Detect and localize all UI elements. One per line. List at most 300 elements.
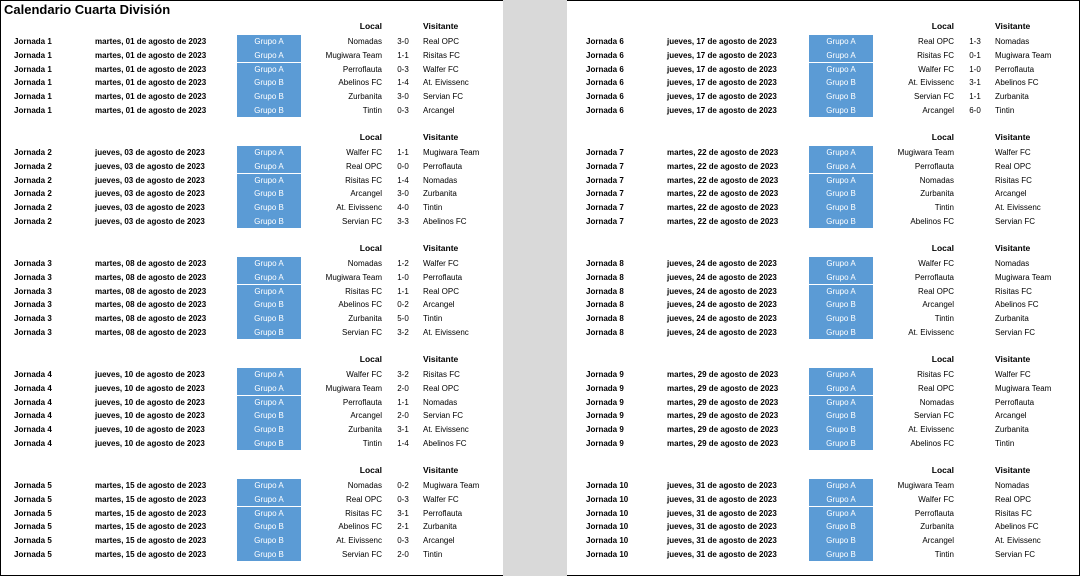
away-team: At. Eivissenc — [995, 203, 1041, 212]
jornada-label: Jornada 1 — [14, 50, 52, 60]
match-score: 3-3 — [397, 216, 409, 226]
home-team: Arcangel — [350, 189, 382, 199]
match-score: 1-1 — [397, 286, 409, 296]
jornada-label: Jornada 7 — [586, 203, 624, 212]
away-team: Abelinos FC — [995, 78, 1039, 88]
header-local: Local — [359, 354, 382, 364]
home-team: Tintin — [934, 549, 954, 559]
home-team: Perroflauta — [914, 508, 954, 518]
away-team: Perroflauta — [995, 64, 1035, 74]
group-badge: Grupo B — [237, 534, 301, 548]
match-row — [0, 298, 500, 312]
group-badge: Grupo B — [809, 298, 873, 312]
match-row — [572, 201, 1072, 215]
header-visitante: Visitante — [423, 132, 459, 142]
group-badge: Grupo B — [237, 298, 301, 312]
jornada-label: Jornada 8 — [586, 272, 624, 282]
home-team: At. Eivissenc — [908, 327, 954, 337]
match-score: 1-1 — [969, 92, 981, 101]
header-visitante: Visitante — [995, 243, 1031, 253]
match-score — [964, 298, 986, 312]
away-team: Risitas FC — [995, 286, 1032, 296]
group-badge: Grupo B — [809, 215, 873, 229]
away-team: Mugiwara Team — [995, 50, 1052, 60]
jornada-label: Jornada 7 — [586, 161, 624, 171]
home-team: Tintin — [934, 203, 954, 212]
match-score — [964, 312, 986, 326]
header-local: Local — [931, 132, 954, 142]
match-score — [964, 437, 986, 451]
match-date: jueves, 17 de agosto de 2023 — [667, 105, 777, 115]
away-team: Risitas FC — [995, 508, 1032, 518]
match-row — [0, 520, 500, 534]
jornada-label: Jornada 9 — [586, 411, 624, 421]
home-team: Walfer FC — [918, 64, 954, 74]
header-local: Local — [359, 132, 382, 142]
match-score: 3-0 — [397, 189, 409, 199]
away-team: Walfer FC — [423, 64, 459, 74]
match-date: jueves, 03 de agosto de 2023 — [95, 189, 205, 199]
jornada-label: Jornada 9 — [586, 438, 624, 448]
away-team: Mugiwara Team — [423, 481, 480, 490]
match-row — [572, 382, 1072, 396]
match-date: martes, 01 de agosto de 2023 — [95, 92, 207, 101]
away-team: Servian FC — [995, 216, 1036, 226]
match-score: 0-3 — [397, 494, 409, 504]
jornada-label: Jornada 6 — [586, 37, 624, 46]
match-score: 5-0 — [397, 314, 409, 323]
match-date: martes, 01 de agosto de 2023 — [95, 105, 207, 115]
match-row — [572, 63, 1072, 77]
jornada-label: Jornada 8 — [586, 259, 624, 268]
match-row — [0, 548, 500, 562]
group-badge: Grupo B — [237, 104, 301, 118]
match-date: martes, 08 de agosto de 2023 — [95, 314, 207, 323]
group-badge: Grupo B — [809, 201, 873, 215]
match-score — [964, 423, 986, 437]
away-team: Perroflauta — [423, 161, 463, 171]
away-team: Abelinos FC — [423, 438, 467, 448]
jornada-label: Jornada 4 — [14, 411, 52, 421]
match-date: jueves, 31 de agosto de 2023 — [667, 549, 777, 559]
match-score — [964, 520, 986, 534]
home-team: Servian FC — [913, 411, 954, 421]
match-row — [572, 507, 1072, 521]
header-local: Local — [931, 243, 954, 253]
group-badge: Grupo A — [809, 271, 873, 285]
away-team: Arcangel — [995, 411, 1027, 421]
group-badge: Grupo B — [809, 312, 873, 326]
match-row — [572, 437, 1072, 451]
match-date: martes, 15 de agosto de 2023 — [95, 494, 207, 504]
match-score — [964, 146, 986, 160]
match-row — [0, 63, 500, 77]
home-team: Perroflauta — [342, 397, 382, 407]
group-badge: Grupo A — [237, 63, 301, 77]
match-row — [572, 257, 1072, 271]
match-date: martes, 15 de agosto de 2023 — [95, 508, 207, 518]
match-score — [964, 368, 986, 382]
match-date: martes, 01 de agosto de 2023 — [95, 64, 207, 74]
header-visitante: Visitante — [423, 243, 459, 253]
away-team: Real OPC — [423, 383, 460, 393]
match-date: jueves, 10 de agosto de 2023 — [95, 411, 205, 421]
match-score: 1-0 — [969, 64, 981, 74]
jornada-block — [0, 353, 500, 453]
group-badge: Grupo A — [237, 382, 301, 396]
group-badge: Grupo B — [809, 187, 873, 201]
match-score — [964, 396, 986, 410]
match-row — [0, 104, 500, 118]
match-score — [964, 382, 986, 396]
home-team: Zurbanita — [920, 522, 954, 532]
header-local: Local — [931, 21, 954, 31]
match-date: martes, 08 de agosto de 2023 — [95, 259, 207, 268]
group-badge: Grupo B — [809, 90, 873, 104]
away-team: Mugiwara Team — [995, 272, 1052, 282]
match-score: 3-0 — [397, 92, 409, 101]
match-row — [0, 368, 500, 382]
group-badge: Grupo A — [809, 49, 873, 63]
home-team: Abelinos FC — [338, 522, 382, 532]
jornada-label: Jornada 4 — [14, 425, 52, 434]
match-date: jueves, 03 de agosto de 2023 — [95, 148, 205, 157]
match-score: 3-1 — [397, 425, 409, 434]
jornada-label: Jornada 1 — [14, 37, 52, 46]
match-date: martes, 22 de agosto de 2023 — [667, 148, 779, 157]
group-badge: Grupo A — [809, 257, 873, 271]
match-row — [0, 90, 500, 104]
match-date: jueves, 03 de agosto de 2023 — [95, 161, 205, 171]
match-score — [964, 285, 986, 299]
away-team: Abelinos FC — [995, 300, 1039, 310]
match-date: martes, 29 de agosto de 2023 — [667, 397, 779, 407]
home-team: Perroflauta — [342, 64, 382, 74]
home-team: Zurbanita — [348, 314, 382, 323]
match-date: jueves, 24 de agosto de 2023 — [667, 300, 777, 310]
away-team: Servian FC — [995, 549, 1036, 559]
match-row — [0, 146, 500, 160]
group-badge: Grupo B — [809, 437, 873, 451]
away-team: Walfer FC — [423, 494, 459, 504]
home-team: Mugiwara Team — [897, 148, 954, 157]
match-date: martes, 22 de agosto de 2023 — [667, 203, 779, 212]
match-date: jueves, 17 de agosto de 2023 — [667, 92, 777, 101]
match-row — [572, 35, 1072, 49]
match-date: jueves, 17 de agosto de 2023 — [667, 50, 777, 60]
match-date: martes, 22 de agosto de 2023 — [667, 175, 779, 185]
match-score: 0-3 — [397, 105, 409, 115]
jornada-label: Jornada 10 — [586, 494, 629, 504]
home-team: Real OPC — [345, 494, 382, 504]
jornada-label: Jornada 8 — [586, 300, 624, 310]
group-badge: Grupo B — [809, 534, 873, 548]
home-team: Nomadas — [347, 259, 382, 268]
group-badge: Grupo B — [237, 423, 301, 437]
match-date: jueves, 03 de agosto de 2023 — [95, 175, 205, 185]
match-row — [572, 49, 1072, 63]
match-date: jueves, 24 de agosto de 2023 — [667, 286, 777, 296]
match-row — [0, 215, 500, 229]
header-visitante: Visitante — [423, 21, 459, 31]
home-team: Walfer FC — [918, 494, 954, 504]
away-team: Nomadas — [995, 481, 1030, 490]
match-score: 0-1 — [969, 50, 981, 60]
group-badge: Grupo A — [809, 146, 873, 160]
match-row — [0, 493, 500, 507]
match-row — [0, 35, 500, 49]
home-team: Risitas FC — [917, 50, 954, 60]
match-date: jueves, 31 de agosto de 2023 — [667, 522, 777, 532]
away-team: Servian FC — [995, 327, 1036, 337]
group-badge: Grupo A — [809, 493, 873, 507]
away-team: At. Eivissenc — [423, 327, 469, 337]
away-team: Abelinos FC — [423, 216, 467, 226]
match-row — [0, 326, 500, 340]
away-team: Walfer FC — [423, 259, 459, 268]
home-team: Servian FC — [341, 216, 382, 226]
match-score — [964, 507, 986, 521]
away-team: At. Eivissenc — [423, 425, 469, 434]
group-badge: Grupo A — [237, 160, 301, 174]
home-team: Risitas FC — [345, 175, 382, 185]
header-visitante: Visitante — [995, 354, 1031, 364]
away-team: Nomadas — [423, 397, 458, 407]
match-date: jueves, 24 de agosto de 2023 — [667, 272, 777, 282]
jornada-label: Jornada 5 — [14, 481, 52, 490]
group-badge: Grupo A — [809, 396, 873, 410]
page-title: Calendario Cuarta División — [4, 2, 171, 17]
match-date: martes, 08 de agosto de 2023 — [95, 300, 207, 310]
header-local: Local — [359, 243, 382, 253]
jornada-label: Jornada 10 — [586, 508, 629, 518]
away-team: Mugiwara Team — [423, 148, 480, 157]
jornada-label: Jornada 6 — [586, 105, 624, 115]
jornada-label: Jornada 6 — [586, 50, 624, 60]
match-date: martes, 01 de agosto de 2023 — [95, 50, 207, 60]
away-team: Tintin — [995, 438, 1015, 448]
match-score — [964, 215, 986, 229]
home-team: Servian FC — [341, 327, 382, 337]
header-visitante: Visitante — [995, 465, 1031, 475]
match-row — [572, 187, 1072, 201]
home-team: Real OPC — [917, 286, 954, 296]
group-badge: Grupo A — [237, 35, 301, 49]
group-badge: Grupo B — [237, 520, 301, 534]
match-date: jueves, 31 de agosto de 2023 — [667, 536, 777, 545]
match-row — [572, 215, 1072, 229]
match-row — [0, 257, 500, 271]
match-score: 2-0 — [397, 411, 409, 421]
group-badge: Grupo B — [237, 201, 301, 215]
home-team: Nomadas — [347, 481, 382, 490]
home-team: Mugiwara Team — [325, 50, 382, 60]
match-row — [0, 423, 500, 437]
match-row — [0, 187, 500, 201]
home-team: Perroflauta — [914, 161, 954, 171]
match-row — [0, 285, 500, 299]
home-team: Walfer FC — [346, 148, 382, 157]
group-badge: Grupo B — [809, 520, 873, 534]
away-team: Real OPC — [995, 494, 1032, 504]
jornada-label: Jornada 1 — [14, 64, 52, 74]
away-team: Tintin — [995, 105, 1015, 115]
jornada-block — [0, 242, 500, 342]
home-team: At. Eivissenc — [908, 425, 954, 434]
match-row — [572, 174, 1072, 188]
away-team: Real OPC — [423, 286, 460, 296]
home-team: Nomadas — [347, 37, 382, 46]
match-score: 1-1 — [397, 148, 409, 157]
away-team: Tintin — [423, 203, 443, 212]
jornada-label: Jornada 7 — [586, 189, 624, 199]
jornada-label: Jornada 10 — [586, 536, 629, 545]
away-team: Arcangel — [423, 300, 455, 310]
jornada-label: Jornada 1 — [14, 78, 52, 88]
match-date: martes, 08 de agosto de 2023 — [95, 286, 207, 296]
home-team: Servian FC — [341, 549, 382, 559]
jornada-block — [572, 464, 1072, 564]
away-team: Zurbanita — [995, 314, 1029, 323]
match-row — [0, 76, 500, 90]
group-badge: Grupo A — [237, 174, 301, 188]
jornada-label: Jornada 2 — [14, 175, 52, 185]
jornada-label: Jornada 5 — [14, 522, 52, 532]
group-badge: Grupo A — [809, 174, 873, 188]
match-date: martes, 29 de agosto de 2023 — [667, 438, 779, 448]
match-row — [0, 409, 500, 423]
match-score: 3-0 — [397, 37, 409, 46]
group-badge: Grupo A — [809, 368, 873, 382]
match-row — [0, 507, 500, 521]
group-badge: Grupo B — [237, 215, 301, 229]
jornada-label: Jornada 2 — [14, 216, 52, 226]
match-date: martes, 15 de agosto de 2023 — [95, 536, 207, 545]
group-badge: Grupo A — [237, 146, 301, 160]
away-team: Zurbanita — [423, 522, 457, 532]
match-row — [572, 326, 1072, 340]
away-team: Abelinos FC — [995, 522, 1039, 532]
match-date: jueves, 24 de agosto de 2023 — [667, 259, 777, 268]
away-team: Perroflauta — [995, 397, 1035, 407]
match-row — [0, 312, 500, 326]
match-row — [572, 368, 1072, 382]
jornada-label: Jornada 1 — [14, 92, 52, 101]
match-date: martes, 15 de agosto de 2023 — [95, 522, 207, 532]
jornada-block — [572, 242, 1072, 342]
away-team: Real OPC — [423, 37, 460, 46]
home-team: Risitas FC — [345, 286, 382, 296]
jornada-label: Jornada 3 — [14, 300, 52, 310]
match-date: martes, 29 de agosto de 2023 — [667, 383, 779, 393]
group-badge: Grupo A — [809, 35, 873, 49]
header-visitante: Visitante — [423, 465, 459, 475]
group-badge: Grupo A — [809, 507, 873, 521]
away-team: Walfer FC — [995, 370, 1031, 379]
match-date: jueves, 24 de agosto de 2023 — [667, 314, 777, 323]
match-row — [572, 76, 1072, 90]
jornada-block — [572, 20, 1072, 120]
match-row — [572, 493, 1072, 507]
home-team: Arcangel — [922, 536, 954, 545]
jornada-label: Jornada 7 — [586, 148, 624, 157]
match-date: jueves, 31 de agosto de 2023 — [667, 508, 777, 518]
match-score — [964, 201, 986, 215]
home-team: Abelinos FC — [338, 300, 382, 310]
home-team: Tintin — [362, 438, 382, 448]
match-score: 1-1 — [397, 50, 409, 60]
away-team: Perroflauta — [423, 272, 463, 282]
home-team: Risitas FC — [345, 508, 382, 518]
jornada-label: Jornada 3 — [14, 272, 52, 282]
match-score: 0-3 — [397, 64, 409, 74]
away-team: Tintin — [423, 549, 443, 559]
match-date: jueves, 17 de agosto de 2023 — [667, 37, 777, 46]
jornada-label: Jornada 4 — [14, 383, 52, 393]
home-team: Nomadas — [919, 175, 954, 185]
group-badge: Grupo A — [809, 479, 873, 493]
jornada-label: Jornada 3 — [14, 259, 52, 268]
match-score: 0-0 — [397, 161, 409, 171]
match-score — [964, 326, 986, 340]
match-row — [0, 49, 500, 63]
home-team: At. Eivissenc — [336, 203, 382, 212]
match-row — [572, 90, 1072, 104]
match-score — [964, 534, 986, 548]
away-team: Nomadas — [995, 37, 1030, 46]
group-badge: Grupo A — [237, 493, 301, 507]
home-team: Real OPC — [345, 161, 382, 171]
match-score: 0-2 — [397, 481, 409, 490]
group-badge: Grupo B — [237, 187, 301, 201]
jornada-label: Jornada 8 — [586, 286, 624, 296]
match-score — [964, 187, 986, 201]
away-team: At. Eivissenc — [995, 536, 1041, 545]
match-date: martes, 15 de agosto de 2023 — [95, 481, 207, 490]
away-team: Servian FC — [423, 92, 464, 101]
match-date: martes, 29 de agosto de 2023 — [667, 411, 779, 421]
away-team: Arcangel — [423, 105, 455, 115]
group-badge: Grupo A — [237, 368, 301, 382]
jornada-block — [572, 131, 1072, 231]
jornada-label: Jornada 2 — [14, 148, 52, 157]
jornada-label: Jornada 9 — [586, 425, 624, 434]
match-date: jueves, 03 de agosto de 2023 — [95, 203, 205, 212]
column-divider — [503, 0, 567, 576]
match-row — [0, 160, 500, 174]
match-date: jueves, 24 de agosto de 2023 — [667, 327, 777, 337]
jornada-label: Jornada 8 — [586, 314, 624, 323]
jornada-label: Jornada 10 — [586, 481, 629, 490]
match-row — [0, 534, 500, 548]
group-badge: Grupo B — [809, 548, 873, 562]
match-date: martes, 01 de agosto de 2023 — [95, 78, 207, 88]
jornada-label: Jornada 7 — [586, 175, 624, 185]
match-row — [572, 271, 1072, 285]
match-date: jueves, 17 de agosto de 2023 — [667, 64, 777, 74]
match-date: jueves, 03 de agosto de 2023 — [95, 216, 205, 226]
match-row — [572, 423, 1072, 437]
match-score — [964, 548, 986, 562]
home-team: Tintin — [362, 105, 382, 115]
group-badge: Grupo A — [237, 479, 301, 493]
jornada-label: Jornada 3 — [14, 314, 52, 323]
jornada-label: Jornada 6 — [586, 64, 624, 74]
jornada-block — [572, 353, 1072, 453]
match-score: 0-3 — [397, 536, 409, 545]
away-team: Servian FC — [423, 411, 464, 421]
home-team: Mugiwara Team — [325, 383, 382, 393]
